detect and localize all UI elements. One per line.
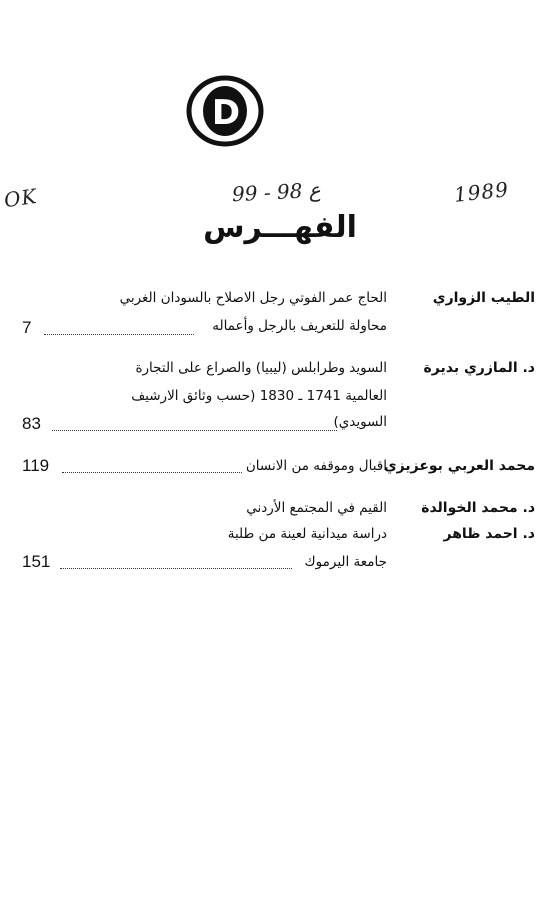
circled-d-stamp <box>184 72 266 150</box>
entry-title-line: القيم في المجتمع الأردني <box>246 500 387 516</box>
entry-author: د. احمد ظاهر <box>443 526 535 542</box>
page-title: الفهـــرس <box>203 210 357 245</box>
page-number: 119 <box>22 456 50 475</box>
entry-title-line: جامعة اليرموك <box>304 554 387 570</box>
page-number: 83 <box>22 414 41 433</box>
entry-author: محمد العربي بوعزيزي <box>383 458 535 474</box>
entry-title-line: الحاج عمر الفوتي رجل الاصلاح بالسودان الغربي <box>119 290 387 306</box>
leader-dots <box>60 568 292 569</box>
entry-title-line: دراسة ميدانية لعينة من طلبة <box>227 526 387 542</box>
entry-author: الطيب الزواري <box>432 290 535 306</box>
leader-dots <box>44 334 194 335</box>
leader-dots <box>52 430 337 431</box>
entry-title-line: محاولة للتعريف بالرجل وأعماله <box>212 318 387 334</box>
handwritten-reference: 99 - 98 ع <box>231 177 322 207</box>
entry-title-line: العالمية 1741 ـ 1830 (حسب وثائق الارشيف <box>131 388 387 404</box>
entry-title-line: السويد وطرابلس (ليبيا) والصراع على التجارة <box>135 360 387 376</box>
leader-dots <box>62 472 242 473</box>
entry-title-line: السويدي) <box>333 414 387 430</box>
page-number: 7 <box>22 318 32 337</box>
handwritten-year: 1989 <box>452 177 511 207</box>
handwritten-ok: OK <box>2 183 39 213</box>
entry-title-line: اقبال وموقفه من الانسان <box>245 458 387 474</box>
entry-author: د. محمد الخوالدة <box>421 500 535 516</box>
page-number: 151 <box>22 552 51 571</box>
entry-author: د. المازري بديرة <box>423 360 535 376</box>
stamp-letter: D <box>211 93 241 133</box>
